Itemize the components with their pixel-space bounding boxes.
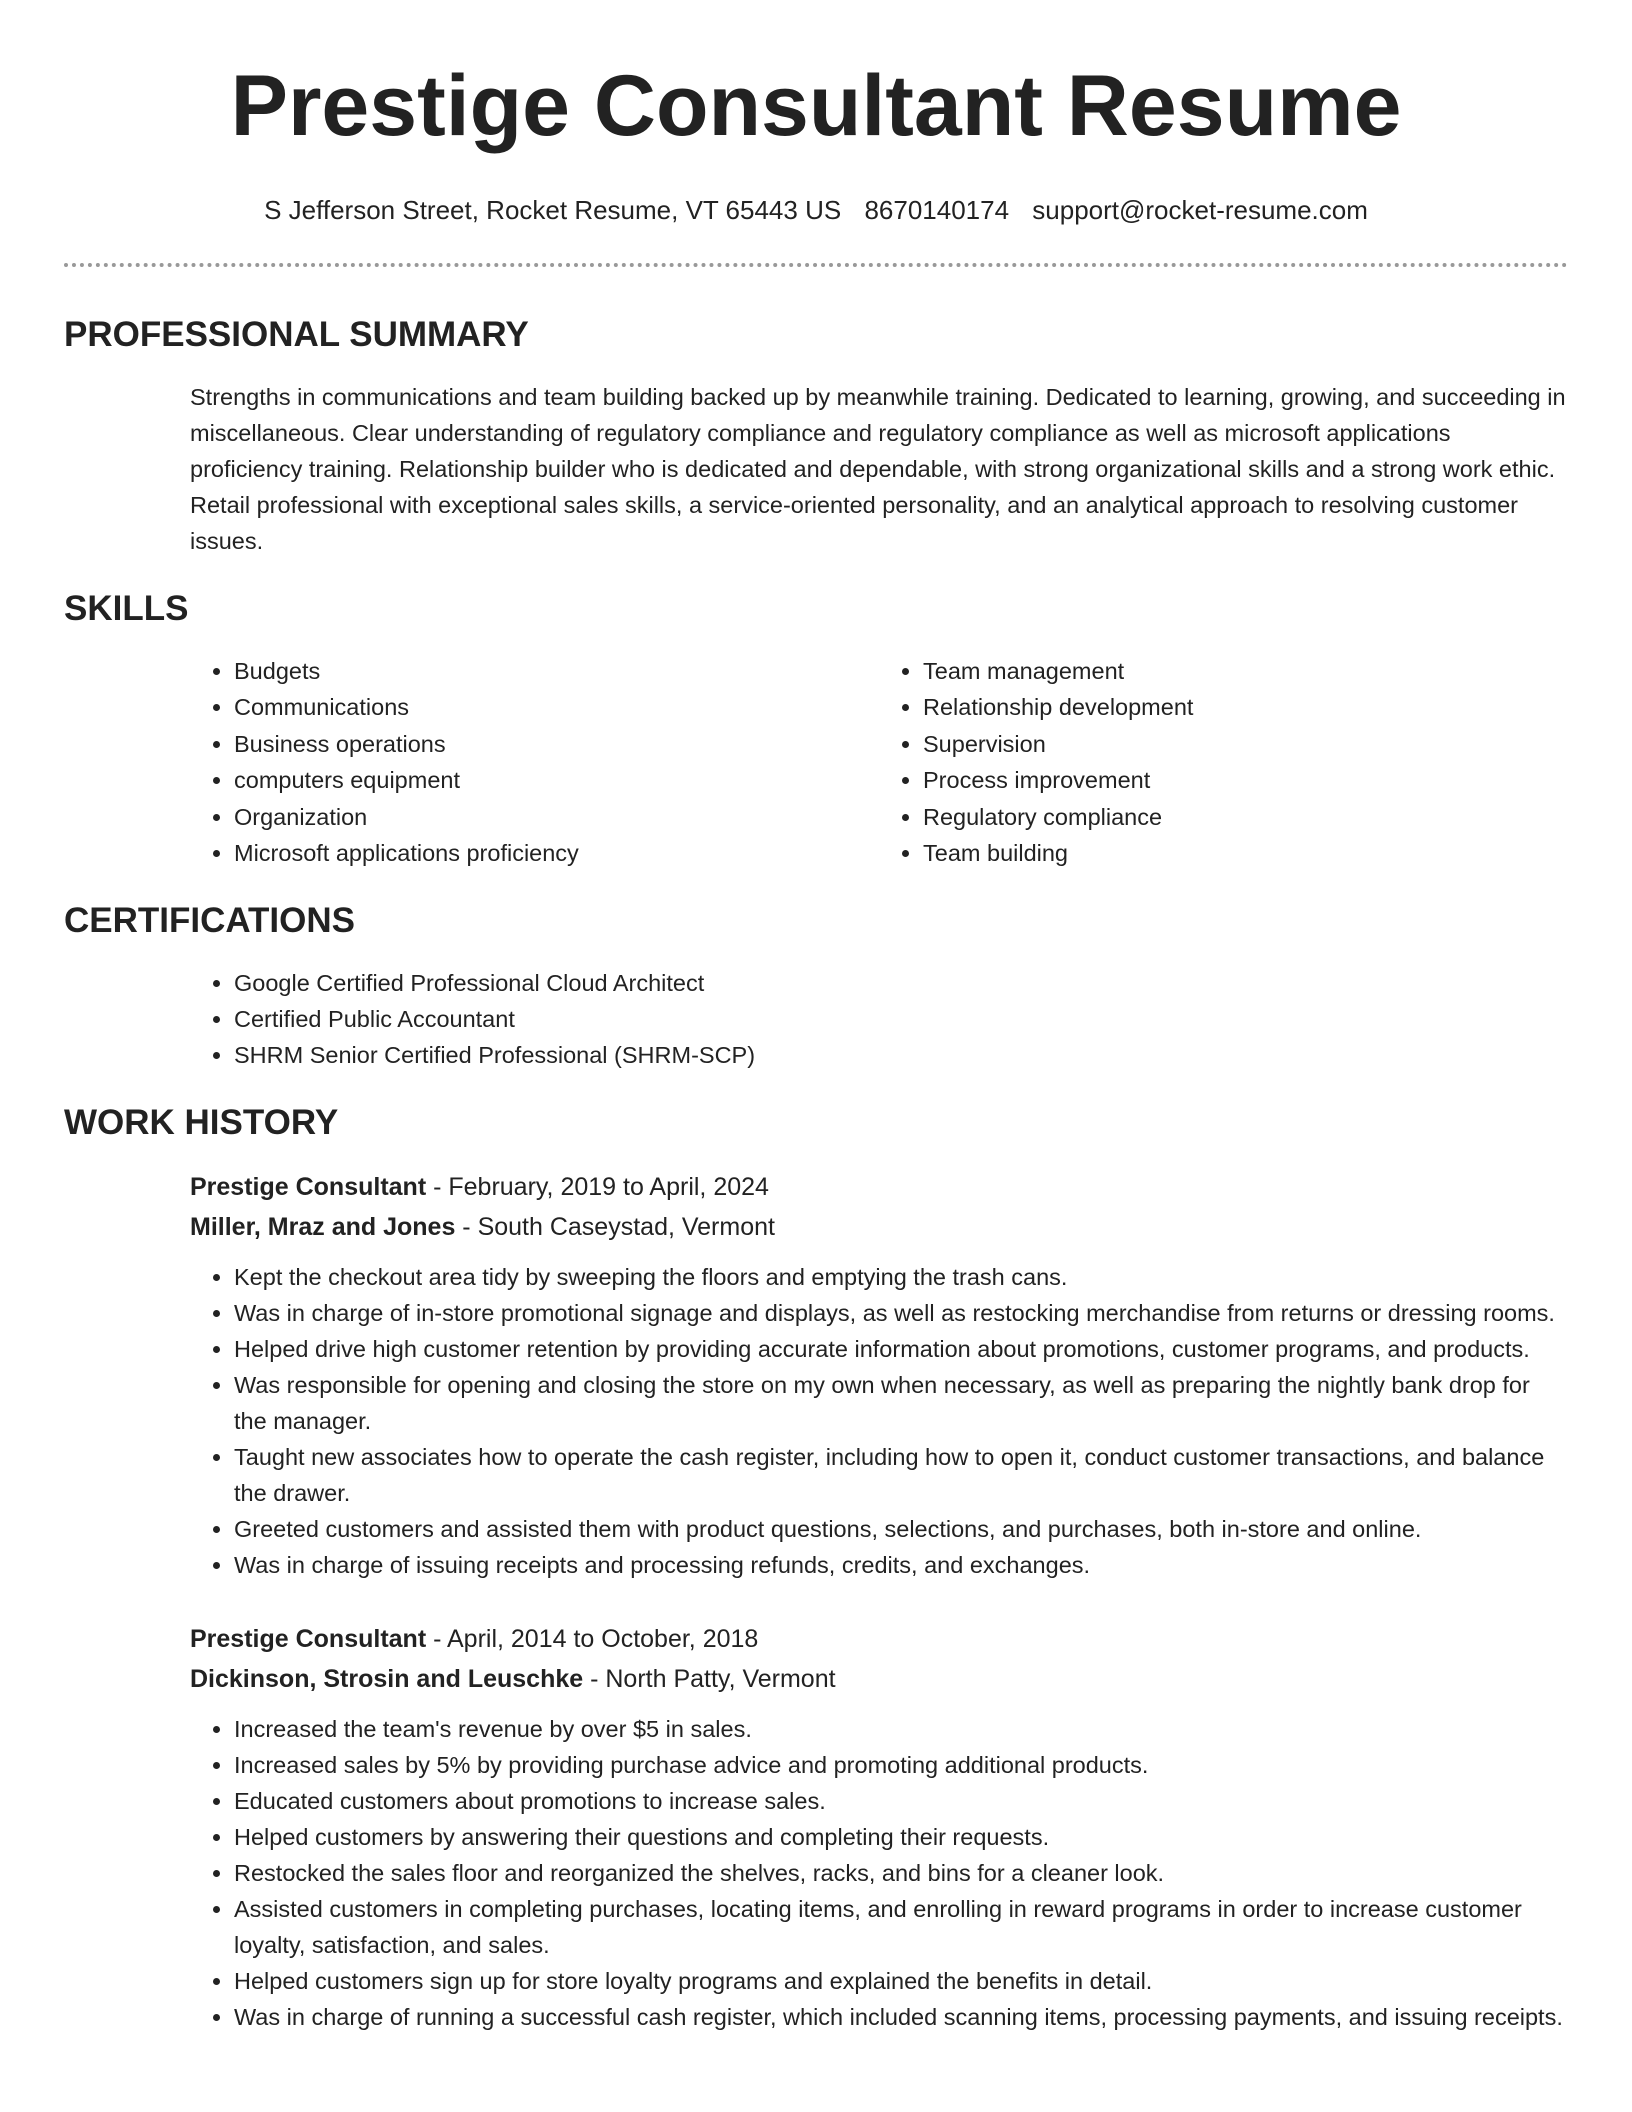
job-dates: - February, 2019 to April, 2024 — [426, 1173, 769, 1202]
job-role-line — [190, 1619, 1568, 1659]
skills-column-right — [879, 653, 1568, 871]
certification-item: • SHRM Senior Certified Professional (SHRM-SCP) — [234, 1037, 1568, 1073]
job-entry — [190, 1167, 1568, 1583]
contact-address: S Jefferson Street, Rocket Resume, VT 65443 US — [264, 195, 842, 225]
job-duty: • Taught new associates how to operate the cash register, including how to open it, conduct customer transactions, and balance the drawer. — [234, 1439, 1568, 1511]
certification-item: • Google Certified Professional Cloud Architect — [234, 965, 1568, 1001]
skills-list — [190, 653, 1568, 871]
job-duty: • Assisted customers in completing purchases, locating items, and enrolling in reward programs in order to increase customer loyalty, satisfaction, and sales. — [234, 1891, 1568, 1963]
job-role: Prestige Consultant — [190, 1625, 427, 1654]
job-duties — [190, 1711, 1568, 2035]
skill-item: • Regulatory compliance — [923, 799, 1568, 835]
certifications-bullets — [190, 965, 1568, 1073]
job-role: Prestige Consultant — [190, 1173, 427, 1202]
section-title-summary: PROFESSIONAL SUMMARY — [64, 315, 529, 354]
job-duty: • Helped drive high customer retention by providing accurate information about promotions, customer programs, and products. — [234, 1331, 1568, 1367]
job-duty: • Restocked the sales floor and reorganized the shelves, racks, and bins for a cleaner look. — [234, 1855, 1568, 1891]
job-duty: • Was responsible for opening and closing the store on my own when necessary, as well as preparing the nightly bank drop for the manager. — [234, 1367, 1568, 1439]
job-duty: • Kept the checkout area tidy by sweeping the floors and emptying the trash cans. — [234, 1259, 1568, 1295]
skill-item: • Team building — [923, 835, 1568, 871]
skill-item: • Process improvement — [923, 762, 1568, 798]
job-role-line — [190, 1167, 1568, 1207]
job-duty: • Increased sales by 5% by providing purchase advice and promoting additional products. — [234, 1747, 1568, 1783]
certification-item: • Certified Public Accountant — [234, 1001, 1568, 1037]
skill-item: • Relationship development — [923, 689, 1568, 725]
job-duty: • Was in charge of issuing receipts and processing refunds, credits, and exchanges. — [234, 1547, 1568, 1583]
certifications-list — [190, 965, 1568, 1073]
skill-item: • Business operations — [234, 726, 879, 762]
resume-title: Prestige Consultant Resume — [230, 58, 1402, 154]
skills-column-left — [190, 653, 879, 871]
skill-item: • Organization — [234, 799, 879, 835]
job-duty: • Helped customers by answering their questions and completing their requests. — [234, 1819, 1568, 1855]
job-duty: • Greeted customers and assisted them with product questions, selections, and purchases, both in-store and online. — [234, 1511, 1568, 1547]
job-location: - North Patty, Vermont — [583, 1665, 836, 1694]
skill-item: • computers equipment — [234, 762, 879, 798]
skill-item: • Microsoft applications proficiency — [234, 835, 879, 871]
contact-line — [64, 193, 1568, 227]
contact-email: support@rocket-resume.com — [1032, 195, 1368, 225]
job-company-line — [190, 1207, 1568, 1247]
job-duties — [190, 1259, 1568, 1583]
job-duty: • Was in charge of in-store promotional signage and displays, as well as restocking merchandise from returns or dressing rooms. — [234, 1295, 1568, 1331]
job-location: - South Caseystad, Vermont — [455, 1213, 775, 1242]
job-company-line — [190, 1659, 1568, 1699]
skill-item: • Budgets — [234, 653, 879, 689]
skill-item: • Communications — [234, 689, 879, 725]
summary-text: Strengths in communications and team building backed up by meanwhile training. Dedicated to learning, growing, and succeeding in miscellaneous. Clear understanding of regulatory compliance and regulatory compliance as well as microsoft applications proficiency training. Relationship builder who is dedicated and dependable, with strong organizational skills and a strong work ethic. Retail professional with exceptional sales skills, a service-oriented personality, and an analytical approach to resolving customer issues. — [190, 384, 1566, 554]
job-company: Miller, Mraz and Jones — [190, 1213, 456, 1242]
job-duty: • Was in charge of running a successful cash register, which included scanning items, processing payments, and issuing receipts. — [234, 1999, 1568, 2035]
resume-page — [64, 0, 1568, 2035]
job-entry — [190, 1619, 1568, 2035]
section-title-skills: SKILLS — [64, 589, 189, 628]
skill-item: • Supervision — [923, 726, 1568, 762]
contact-phone: 8670140174 — [864, 195, 1010, 225]
job-duty: • Increased the team's revenue by over $5 in sales. — [234, 1711, 1568, 1747]
job-duty: • Helped customers sign up for store loyalty programs and explained the benefits in detail. — [234, 1963, 1568, 1999]
section-title-work-history: WORK HISTORY — [64, 1103, 339, 1143]
job-dates: - April, 2014 to October, 2018 — [426, 1625, 759, 1654]
skill-item: • Team management — [923, 653, 1568, 689]
header-divider — [64, 263, 1568, 267]
section-title-certifications: CERTIFICATIONS — [64, 901, 356, 941]
job-company: Dickinson, Strosin and Leuschke — [190, 1665, 584, 1694]
job-duty: • Educated customers about promotions to increase sales. — [234, 1783, 1568, 1819]
